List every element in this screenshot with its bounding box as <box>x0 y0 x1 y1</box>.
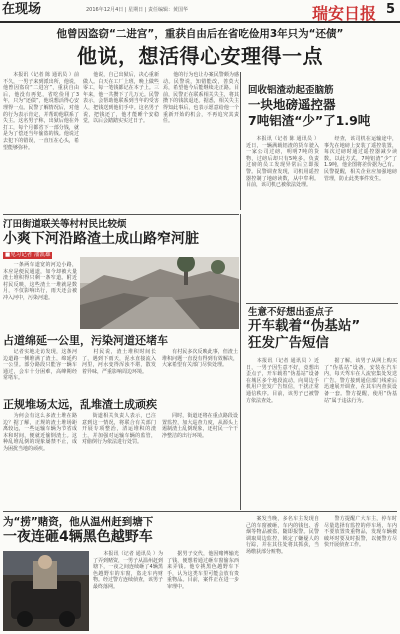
story6-headline-a: 开车载着“伪基站” <box>248 318 361 334</box>
issue-meta: 2016年12月4日 | 星期日 | 责任编辑：黄国华 <box>86 7 188 13</box>
story6-kicker: 生意不好想出歪点子 <box>248 307 334 318</box>
story4-body-col1: 记者实地走访发现，这条河边道路一侧堆满了渣土，绵延约一公里。部分路段只能容一辆车通过，会车十分困难，高峰期经常堵车。 <box>3 349 77 382</box>
story4-body-col3: 有村民多次反映此事，但渣土堆积问题一直没有得到有效解决，大家希望有关部门尽快处理。 <box>162 349 238 369</box>
story-separator-3 <box>3 511 397 512</box>
newspaper-name: 瑞安日报 <box>312 4 377 23</box>
page-number: 5 <box>385 2 395 17</box>
story7-body-col1: 本报讯（记者 通讯员 ）为了弄到赌资，一男子从温州赶到塘下，一夜之间连续砸了4辆黑色越野车的车窗，盗走车内财物。经过警方连续侦查，该男子最终落网。 <box>93 551 164 590</box>
story7-body-col2: 据男子交代，他因赌博输光了钱，便想着通过砸车窗偷东西来弄钱。他专挑黑色越野车下手，认为这类车里可能会放有贵重物品。目前，案件正在进一步审理中。 <box>167 551 239 590</box>
story1-body-col2: 他说，自己出狱后，决心重新做人。白天在工厂上班，晚上做些零工，每一笔钱都记在本子上。三年来，他一共攒下了几万元。民警表示，会帮助他联系到当年的受害人，把钱送到他们手中。这名男子说，把钱还了，他才能睡个安稳觉，以后会踏踏实实过日子。 <box>83 72 159 125</box>
story1-body-col3: 他的行为也让办案民警颇为感动。民警说，知错能改，善莫大焉，希望他今后能继续走正路。目前，民警正在联系相关失主，将其攒下的钱款退还。据悉，相关失主得知此事后，也表示愿意给他一个重新开始的机会，不再追究其责任。 <box>163 72 239 125</box>
reporter-tag: ■见习记者 潘凯雄 <box>5 252 51 258</box>
column-divider <box>240 72 241 210</box>
story5-body-col3: 同时，街道还将在重点路段设置监控，加大巡查力度，从源头上遏制渣土乱倒现象，还村民一个干净整洁的出行环境。 <box>162 413 238 439</box>
story7-body-col3: 案发当晚，多名车主发现自己的车窗被砸，车内的钱包、香烟等物品被盗，随即报警。民警调取周边监控，锁定了嫌疑人的行踪，并在其住处将其抓获，当场缴获部分赃物。 <box>246 516 319 555</box>
suspect-photo <box>3 551 89 631</box>
story2-headline-a: 一块地磅遥控器 <box>248 97 336 112</box>
story3-kicker: 汀田街道联关等村村民比较烦 <box>3 219 127 230</box>
story6-headline-b: 狂发广告短信 <box>248 335 329 351</box>
section-title: 在现场 <box>2 2 42 17</box>
story6-body-col1: 本报讯（记者 通讯员 ）近日，一男子因生意不好，竟想出歪点子，开车载着“伪基站”设备在城区多个地段流动，向周边手机用户狂发广告短信，干扰正常通信秩序。目前，该男子已被警方依法查处。 <box>246 358 319 404</box>
story-separator-2 <box>246 303 398 304</box>
story-separator <box>3 214 239 215</box>
story5-body-col2: 街道相关负责人表示，已注意到这一情况，将联合有关部门开展专项整治，清运堆积的渣土，并加强对运输车辆的监管，对偷倒行为依法进行处罚。 <box>82 413 156 446</box>
story2-kicker: 回收铝渣动起歪脑筋 <box>248 85 334 96</box>
page-header <box>0 0 400 23</box>
story7-kicker: 为“捞”赌资，他从温州赶到塘下 <box>3 516 154 528</box>
story7-body-col4: 警方提醒广大车主，停车时尽量选择有监控的停车场，车内不要放置贵重物品，发现车辆被破坏时要及时报警，以便警方尽快开展侦查工作。 <box>324 516 397 549</box>
story7-headline: 一夜连砸4辆黑色越野车 <box>3 529 153 545</box>
story2-body-col1: 本报讯（记者 陈 通讯员 ）近日，一辆满载铝渣的货车驶入一家公司过磅，明明7吨的货物，过磅后却只有5吨多。负责过磅的员工发现异常后立即报警。民警调查发现，司机用遥控器控制了地磅读数，从中牟利。目前，该司机已被依法处理。 <box>246 136 319 189</box>
story1-kicker: 他曾因盗窃“二进宫”，重获自由后在省吃俭用3年只为“还债” <box>56 28 344 40</box>
story2-body-col2: 经查，该司机在运输途中，事先在地磅上安装了遥控装置，每次过磅时通过遥控器减少读数。以此方式，7吨铝渣“少”了1.9吨，他企图将差价据为己有。民警提醒，相关企业应加强地磅管理，防止此类事件发生。 <box>324 136 397 182</box>
story3-headline: 小爽下河沿路渣土成山路窄河脏 <box>3 231 199 247</box>
column-divider-2 <box>240 214 241 510</box>
roadside-dirt-photo <box>80 257 239 329</box>
story5-body-col1: 为何会有这么多渣土堆在路边？据了解，正规的渣土堆场距离较远，一些运输车辆为节省成本和时间，便就近偷倒渣土。这种乱堆乱倒的现象屡禁不止，成为困扰当地的顽疾。 <box>3 413 77 452</box>
story1-body-col1: 本报讯（记者 陈 通讯员 ）前不久，一男子来到派出所，他说，他曾因盗窃“二进宫”，重获自由后，他没有再犯，省吃俭用了3年，只为“还债”，他说想活得心安理得一点。民警了解情况后，对他的行为表示肯定，并帮助他联系了失主。这名男子称，出狱后他在外打工，每个月都省下一部分钱，就是为了偿还当年偷盗的钱。他说过去犯下的错误，一直压在心头，希望能够弥补。 <box>3 72 79 151</box>
story2-headline-b: 7吨铝渣“少”了1.9吨 <box>248 113 371 128</box>
story4-headline: 占道绵延一公里，污染河道还堵车 <box>3 334 168 347</box>
story6-body-col2: 据了解，该男子从网上购买了“伪基站”设备，安装在汽车内，每天驾车在人流密集处发送广告。警方接到通信部门线索后迅速展开调查，在其车内查获设备一套。警方提醒，使用“伪基站”属于违法行为。 <box>324 358 397 404</box>
story1-headline: 他说，想活得心安理得一点 <box>77 44 323 68</box>
story3-body: 一条两车道宽的河边小路，本应是便民通道，如今却被大量渣土堆积得只剩一条窄道。附近村民反映，这些渣土一堆就是数月，不仅影响出行，雨天还会被冲入河中，污染河道。 <box>3 262 77 301</box>
story5-headline: 正规堆场太远，乱堆渣土成顽疾 <box>3 398 157 411</box>
story4-body-col2: 村民说，渣土堆积时间长了，遇到下雨天，泥水直接流入河里，河水变得浑浊不堪，散发着异味，严重影响周边环境。 <box>82 349 156 375</box>
